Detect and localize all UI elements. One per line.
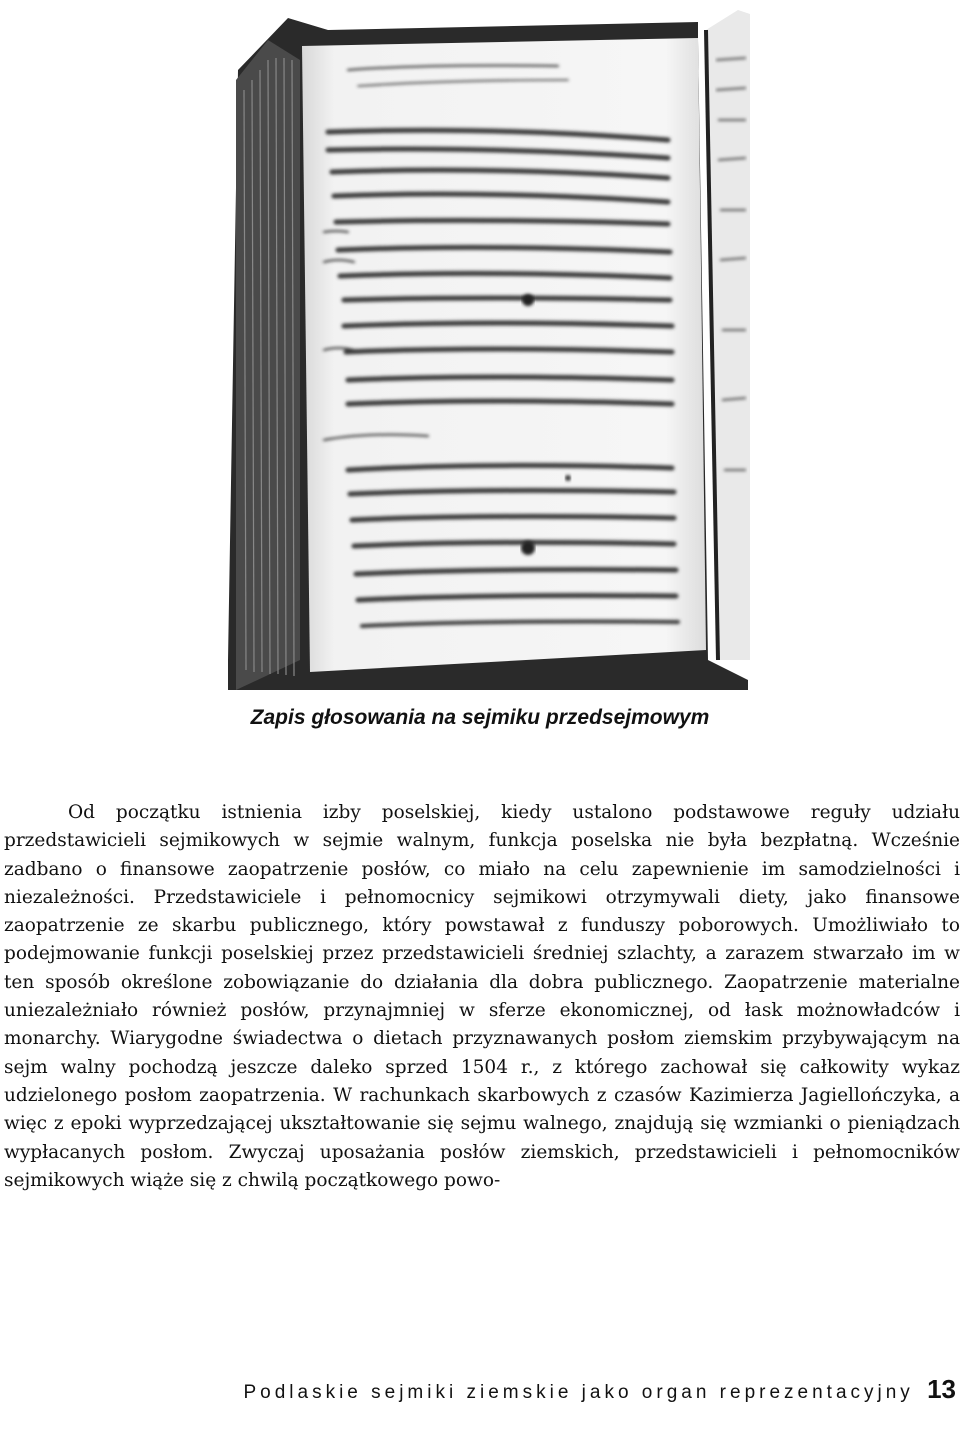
body-paragraph: Od początku istnienia izby poselskiej, kiedy ustalono podstawowe reguły udziału przedstawicieli sejmikowych w sejmie walnym, funkcja poselska nie była bezpłatną. Wcześnie zadbano o finansowe zaopatrzenie posłów, co miało na celu zapewnienie im samodzielności i niezależności. Przedstawiciele i pełnomocnicy sejmikowi otrzymywali diety, jako finansowe zaopatrzenie ze skarbu publicznego, który powstawał z funduszy poborowych. Umożliwiało to podejmowanie funkcji poselskiej przez przedstawicieli średniej szlachty, a zarazem stwarzało im w ten sposób określone zobowiązanie do działania dla dobra publicznego. Zaopatrzenie materialne uniezależniało również posłów, przynajmniej w sferze ekonomicznej, od łask możnowładców i monarchy. Wiarygodne świadectwa o dietach przyznawanych posłom ziemskim przybywającym na sejm walny pochodzą jeszcze daleko sprzed 1504 r., z którego zachował się całkowity wykaz udzielonego posłom zaopatrzenia. W rachunkach skarbowych z czasów Kazimierza Jagiellończyka, a więc z epoki wyprzedzającej ukształtowanie się sejmu walnego, znajdują się wzmianki o pieniądzach wypłacanych posłom. Zwyczaj uposażania posłów ziemskich, przedstawicieli i pełnomocników sejmikowych wiąże się z chwilą początkowego powo- xyxy=(4,802,960,1191)
manuscript-photo xyxy=(228,0,750,690)
figure-caption: Zapis głosowania na sejmiku przedsejmowym xyxy=(250,706,710,729)
page-number: 13 xyxy=(927,1374,956,1404)
page-footer xyxy=(243,1374,956,1405)
running-title: Podlaskie sejmiki ziemskie jako organ reprezentacyjny xyxy=(243,1382,914,1403)
manuscript-book-icon xyxy=(228,0,750,690)
